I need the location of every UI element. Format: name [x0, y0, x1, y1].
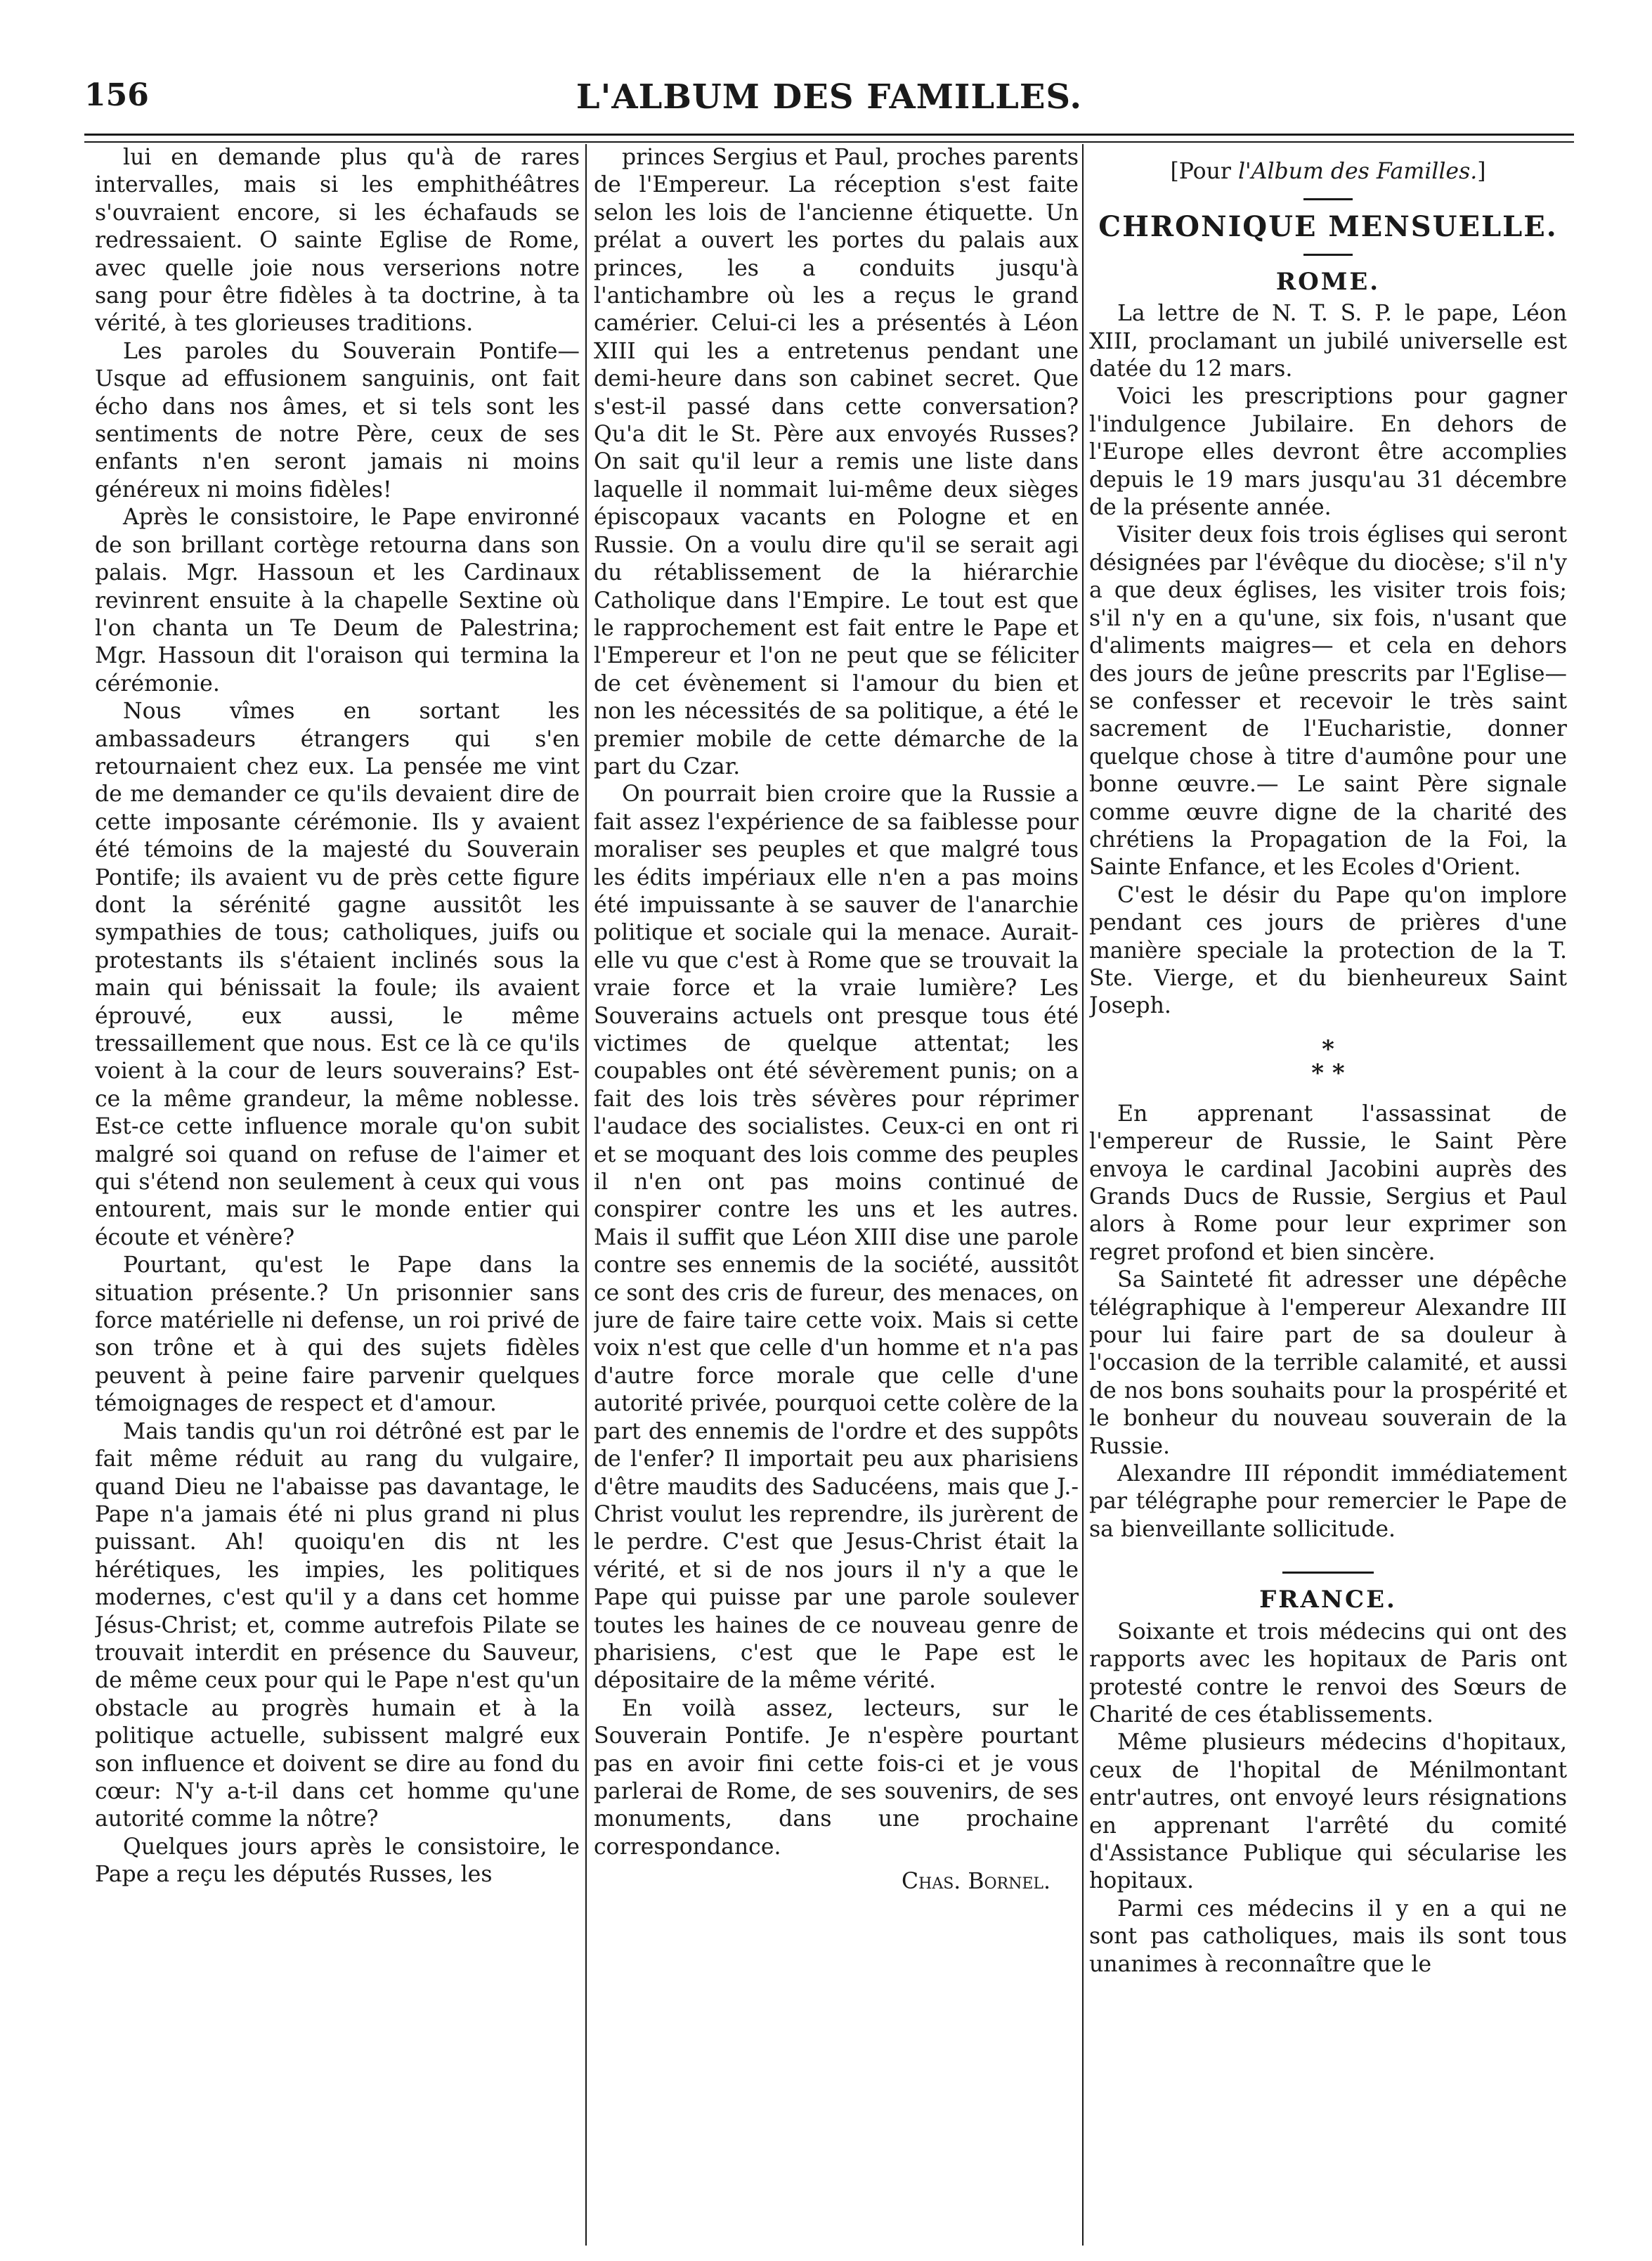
paragraph: En apprenant l'assassinat de l'empereur de Russie, le Saint Père envoya le cardinal Jacobini auprès des Grands Ducs de Russie, Sergius et Paul alors à Rome pour leur exprimer son regret profond et bien sincère. — [1089, 1101, 1567, 1265]
section-title-france: FRANCE. — [1259, 1586, 1397, 1614]
column-2 — [594, 144, 1079, 2246]
paragraph: Pourtant, qu'est le Pape dans la situation présente.? Un prisonnier sans force matérielle ni defense, un roi privé de son trône et à qui des sujets fidèles peuvent à peine faire parvenir quelques témoignages de respect et d'amour. — [95, 1252, 580, 1417]
header-double-rule — [84, 134, 1574, 143]
dedication-suffix: ] — [1477, 159, 1486, 184]
paragraph: Les paroles du Souverain Pontife— Usque ad effusionem sanguinis, ont fait écho dans nos âmes, et si tels sont les sentiments de notre Père, ceux de ses enfants n'en seront jamais ni moins généreux ni moins fidèles! — [95, 338, 580, 503]
paragraph: lui en demande plus qu'à de rares intervalles, mais si les emphithéâtres s'ouvraient encore, si les échafauds se redressaient. O sainte Eglise de Rome, avec quelle joie nous verserions notre sang pour être fidèles à ta doctrine, à ta vérité, à tes glorieuses traditions. — [95, 145, 580, 337]
paragraph: Parmi ces médecins il y en a qui ne sont pas catholiques, mais ils sont tous unanimes à reconnaître que le — [1089, 1896, 1567, 1977]
divider-rule — [1303, 198, 1353, 200]
divider-rule — [1303, 254, 1353, 256]
dedication-prefix: [Pour — [1170, 159, 1238, 184]
paragraph: Alexandre III répondit immédiatement par télégraphe pour remercier le Pape de sa bienveillante sollicitude. — [1089, 1461, 1567, 1542]
dedication-italic: l'Album des Familles. — [1237, 159, 1478, 184]
paragraph: princes Sergius et Paul, proches parents de l'Empereur. La réception s'est faite selon les lois de l'ancienne étiquette. Un prélat a ouvert les portes du palais aux princes, les a conduits jusqu'à l'antichambre où les a reçus le grand camérier. Celui-ci les a présentés à Léon XIII qui les a entretenus pendant une demi-heure dans son cabinet secret. Que s'est-il passé dans cette conversation? Qu'a dit le St. Père aux envoyés Russes? On sait qu'il leur a remis une liste dans laquelle il nommait lui-même deux sièges épiscopaux vacants en Pologne et en Russie. On a voulu dire qu'il se serait agi du rétablissement de la hiérarchie Catholique dans l'Empire. Le tout est que le rapprochement est fait entre le Pape et l'Empereur et l'on ne peut que se féliciter de cet évènement si l'amour du bien et non les nécessités de sa politique, a été le premier mobile de cette démarche de la part du Czar. — [594, 145, 1079, 779]
asterism — [1089, 1037, 1567, 1085]
paragraph: Voici les prescriptions pour gagner l'indulgence Jubilaire. En dehors de l'Europe elles devront être accomplies depuis le 19 mars jusqu'au 31 décembre de la présente année. — [1089, 384, 1567, 521]
divider-rule — [1282, 1572, 1374, 1574]
chronicle-title: CHRONIQUE MENSUELLE. — [1098, 210, 1558, 244]
paragraph: La lettre de N. T. S. P. le pape, Léon XIII, proclamant un jubilé universelle est datée du 12 mars. — [1089, 301, 1567, 382]
paragraph: Soixante et trois médecins qui ont des rapports avec les hopitaux de Paris ont protesté contre le renvoi des Sœurs de Charité de ces établissements. — [1089, 1619, 1567, 1728]
column-divider-2 — [1082, 144, 1084, 2246]
paragraph: Même plusieurs médecins d'hopitaux, ceux de l'hopital de Ménilmontant entr'autres, ont envoyé leurs résignations en apprenant l'arrêté du comité d'Assistance Publique qui sécularise les hopitaux. — [1089, 1730, 1567, 1894]
dedication — [1089, 158, 1567, 186]
paragraph: Sa Sainteté fit adresser une dépêche télégraphique à l'empereur Alexandre III pour lui faire part de sa douleur à l'occasion de la terrible calamité, et aussi de nos bons souhaits pour la prospérité et le bonheur du nouveau souverain de la Russie. — [1089, 1267, 1567, 1459]
page-number: 156 — [84, 77, 149, 113]
author-signature: Chas. Bornel. — [902, 1869, 1051, 1895]
asterism-bottom: * * — [1311, 1058, 1345, 1087]
column-divider-1 — [585, 144, 587, 2246]
paragraph: Visiter deux fois trois églises qui seront désignées par l'évêque du diocèse; s'il n'y a que deux églises, les visiter trois fois; s'il n'y en a qu'une, six fois, n'usant que d'aliments maigres— et cela en dehors des jours de jeûne prescrits par l'Eglise— se confesser et recevoir le très saint sacrement de l'Eucharistie, donner quelque chose à titre d'aumône pour une bonne œuvre.— Le saint Père signale comme œuvre digne de la charité des chrétiens la Propagation de la Foi, la Sainte Enfance, et les Ecoles d'Orient. — [1089, 522, 1567, 881]
paragraph: Nous vîmes en sortant les ambassadeurs étrangers qui s'en retournaient chez eux. La pensée me vint de me demander ce qu'ils devaient dire de cette imposante cérémonie. Ils y avaient été témoins de la majesté du Souverain Pontife; ils avaient vu de près cette figure dont la sérénité gagne aussitôt les sympathies de tous; catholiques, juifs ou protestants ils s'étaient inclinés sous la main qui bénissait la foule; ils avaient éprouvé, eux aussi, le même tressaillement que nous. Est ce là ce qu'ils voient à la cour de leurs souverains? Est-ce la même grandeur, la même noblesse. Est-ce cette influence morale qu'on subit malgré soi quand on refuse de l'aimer et qui s'étend non seulement à ceux qui vous entourent, mais sur le monde entier qui écoute et vénère? — [95, 699, 580, 1250]
running-head — [84, 77, 1574, 127]
paragraph: C'est le désir du Pape qu'on implore pendant ces jours de prières d'une manière speciale la protection de la T. Ste. Vierge, et du bienheureux Saint Joseph. — [1089, 882, 1567, 1019]
column-3 — [1089, 144, 1567, 2246]
journal-title: L'ALBUM DES FAMILLES. — [575, 77, 1083, 117]
paragraph: En voilà assez, lecteurs, sur le Souverain Pontife. Je n'espère pourtant pas en avoir fini cette fois-ci et je vous parlerai de Rome, de ses souvenirs, de ses monuments, dans une prochaine correspondance. — [594, 1695, 1079, 1860]
column-1 — [95, 144, 580, 2246]
paragraph: Mais tandis qu'un roi détrôné est par le fait même réduit au rang du vulgaire, quand Dieu ne l'abaisse pas davantage, le Pape n'a jamais été ni plus grand ni plus puissant. Ah! quoiqu'en dis nt les hérétiques, les impies, les politiques modernes, c'est qu'il y a dans cet homme Jésus-Christ; et, comme autrefois Pilate se trouvait interdit en présence du Sauveur, de même ceux pour qui le Pape n'est qu'un obstacle au progrès humain et à la politique actuelle, subissent malgré eux son influence et doivent se dire au fond du cœur: N'y a-t-il dans cet homme qu'une autorité comme la nôtre? — [95, 1418, 580, 1832]
asterism-top: * — [1322, 1035, 1334, 1063]
section-title-rome: ROME. — [1275, 267, 1381, 296]
paragraph: Après le consistoire, le Pape environné de son brillant cortège retourna dans son palais. Mgr. Hassoun et les Cardinaux revinrent ensuite à la chapelle Sextine où l'on chanta un Te Deum de Palestrina; Mgr. Hassoun dit l'oraison qui termina la cérémonie. — [95, 505, 580, 697]
paragraph: On pourrait bien croire que la Russie a fait assez l'expérience de sa faiblesse pour moraliser ses peuples et que malgré tous les édits impériaux elle n'en a pas moins été impuissante à se sauver de l'anarchie politique et sociale qui la menace. Aurait-elle vu que c'est à Rome que se trouvait la vraie force et la vraie lumière? Les Souverains actuels ont presque tous été victimes de quelque attentat; les coupables ont été sévèrement punis; on a fait des lois très sévères pour réprimer l'audace des socialistes. Ceux-ci en ont ri et se moquant des lois comme des peuples il n'en ont pas moins continué de conspirer contre les uns et les autres. Mais il suffit que Léon XIII dise une parole contre ses ennemis de la société, aussitôt ce sont des cris de fureur, des menaces, on jure de faire taire cette voix. Mais si cette voix n'est que celle d'un homme et n'a pas d'autre force morale que celle d'une autorité privée, pourquoi cette colère de la part des ennemis de l'ordre et des suppôts de l'enfer? Il importait peu aux pharisiens d'être maudits des Saducéens, mais que J.-Christ voulut les reprendre, ils jurèrent de le perdre. C'est que Jesus-Christ était la vérité, et si de nos jours il n'y a que le Pape qui puisse par une parole soulever toutes les haines de ce nouveau genre de pharisiens, c'est que le Pape est le dépositaire de la même vérité. — [594, 782, 1079, 1694]
paragraph: Quelques jours après le consistoire, le Pape a reçu les députés Russes, les — [95, 1834, 580, 1888]
